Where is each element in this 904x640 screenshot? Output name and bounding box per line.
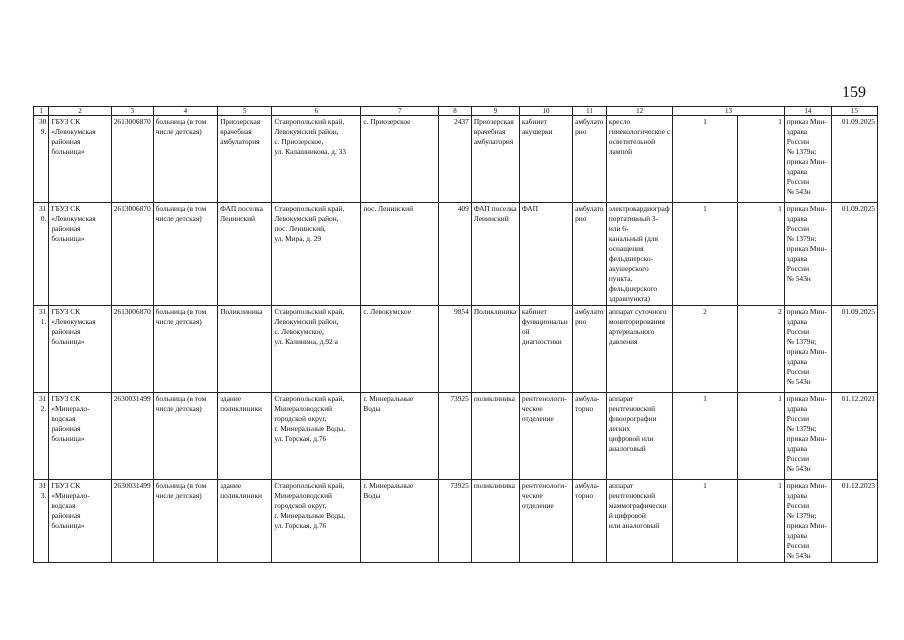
- unit-address: Ставропольский край, Левокумский район, пос. Ленинский, ул. Мира, д. 29: [272, 203, 361, 306]
- organization-inn: 2613006870: [111, 306, 153, 393]
- regulatory-basis: приказ Мин- здрава России № 1379н; приказ Мин- здрава России № 543н: [784, 480, 831, 563]
- organization-name: ГБУЗ СК «Левокумская районная больница»: [49, 116, 111, 203]
- care-conditions: амбула- торно: [573, 480, 607, 563]
- organization-type: больница (в том числе детская): [153, 116, 217, 203]
- column-number-10: 10: [519, 107, 572, 116]
- department-name: рентгенологи- ческое отделение: [519, 393, 572, 480]
- unit-address: Ставропольский край, Минераловодский городской округ, г. Минеральные Воды, ул. Горская, д.76: [272, 480, 361, 563]
- organization-name: ГБУЗ СК «Левокумская районная больница»: [49, 306, 111, 393]
- population-count: 73925: [439, 393, 472, 480]
- table-row: [34, 306, 878, 393]
- department-name: кабинет функциональн ой диагностики: [519, 306, 572, 393]
- column-number-4: 4: [153, 107, 217, 116]
- quantity-required: 1: [673, 203, 737, 306]
- row-number: 309.: [34, 116, 49, 203]
- organization-inn: 2630031499: [111, 393, 153, 480]
- regulatory-basis: приказ Мин- здрава России № 1379н; приказ Мин- здрава России № 543н: [784, 393, 831, 480]
- column-number-2: 2: [49, 107, 111, 116]
- quantity-required: 1: [673, 116, 737, 203]
- organization-inn: 2630031499: [111, 480, 153, 563]
- delivery-date: 01.12.2023: [831, 480, 877, 563]
- equipment-name: аппарат суточного мониторирования артериального давления: [606, 306, 672, 393]
- settlement-name: с. Приозерское: [361, 116, 439, 203]
- column-number-1: 1: [34, 107, 49, 116]
- delivery-date: 01.12.2021: [831, 393, 877, 480]
- table-row: [34, 393, 878, 480]
- equipment-name: электрокардиограф портативный 3- или 6- канальный (для оснащения фельдшерско-акушерского пункта, фельдшерского здравпункта): [606, 203, 672, 306]
- settlement-name: с. Левокумское: [361, 306, 439, 393]
- organization-inn: 2613006870: [111, 203, 153, 306]
- column-number-13: 13: [673, 107, 784, 116]
- department-name: рентгенологи- ческое отделение: [519, 480, 572, 563]
- structural-unit: Поликлиника: [218, 306, 272, 393]
- column-number-3: 3: [111, 107, 153, 116]
- column-number-8: 8: [439, 107, 472, 116]
- row-number: 310.: [34, 203, 49, 306]
- organization-type: больница (в том числе детская): [153, 306, 217, 393]
- column-number-12: 12: [606, 107, 672, 116]
- equipment-name: кресло гинекологическое с осветительной лампой: [606, 116, 672, 203]
- department-name: кабинет акушерки: [519, 116, 572, 203]
- organization-inn: 2613006870: [111, 116, 153, 203]
- column-number-15: 15: [831, 107, 877, 116]
- care-conditions: амбула- торно: [573, 393, 607, 480]
- page-number: 159: [842, 84, 866, 101]
- column-number-9: 9: [471, 107, 519, 116]
- settlement-name: пос. Ленинский: [361, 203, 439, 306]
- quantity-required: 2: [673, 306, 737, 393]
- quantity-planned: 1: [737, 203, 784, 306]
- regulatory-basis: приказ Мин- здрава России № 1379н; приказ Мин- здрава России № 543н: [784, 203, 831, 306]
- row-number: 311.: [34, 306, 49, 393]
- unit-address: Ставропольский край, Левокумский район, с. Приозерское, ул. Калашникова, д. 33: [272, 116, 361, 203]
- column-number-7: 7: [361, 107, 439, 116]
- quantity-planned: 1: [737, 116, 784, 203]
- table-row: [34, 480, 878, 563]
- delivery-date: 01.09.2025: [831, 116, 877, 203]
- care-conditions: амбулато рно: [573, 116, 607, 203]
- quantity-planned: 2: [737, 306, 784, 393]
- column-number-row: [34, 107, 878, 116]
- population-count: 409: [439, 203, 472, 306]
- equipment-table: [33, 106, 878, 563]
- quantity-required: 1: [673, 480, 737, 563]
- subdivision-name: поликлиника: [471, 393, 519, 480]
- care-conditions: амбулато рно: [573, 306, 607, 393]
- quantity-planned: 1: [737, 480, 784, 563]
- structural-unit: Приозерская врачебная амбулатория: [218, 116, 272, 203]
- organization-name: ГБУЗ СК «Минерало- водская районная больница»: [49, 480, 111, 563]
- subdivision-name: Приозерская врачебная амбулатория: [471, 116, 519, 203]
- unit-address: Ставропольский край, Левокумский район, с. Левокумское, ул. Калинина, д.92 а: [272, 306, 361, 393]
- care-conditions: амбулато рно: [573, 203, 607, 306]
- column-number-6: 6: [272, 107, 361, 116]
- population-count: 9854: [439, 306, 472, 393]
- quantity-planned: 1: [737, 393, 784, 480]
- population-count: 73925: [439, 480, 472, 563]
- equipment-name: аппарат рентгеновский маммографический цифровой или аналоговый: [606, 480, 672, 563]
- equipment-name: аппарат рентгеновский флюорографии легких цифровой или аналоговый: [606, 393, 672, 480]
- population-count: 2437: [439, 116, 472, 203]
- organization-type: больница (в том числе детская): [153, 480, 217, 563]
- column-number-11: 11: [573, 107, 607, 116]
- subdivision-name: ФАП поселка Ленинский: [471, 203, 519, 306]
- settlement-name: г. Минеральные Воды: [361, 480, 439, 563]
- structural-unit: здание поликлиники: [218, 393, 272, 480]
- department-name: ФАП: [519, 203, 572, 306]
- table-row: [34, 116, 878, 203]
- delivery-date: 01.09.2025: [831, 306, 877, 393]
- organization-type: больница (в том числе детская): [153, 203, 217, 306]
- regulatory-basis: приказ Мин- здрава России № 1379н; приказ Мин- здрава России № 543н: [784, 306, 831, 393]
- organization-name: ГБУЗ СК «Минерало- водская районная больница»: [49, 393, 111, 480]
- column-number-14: 14: [784, 107, 831, 116]
- unit-address: Ставропольский край, Минераловодский городской округ, г. Минеральные Воды, ул. Горская, д.76: [272, 393, 361, 480]
- subdivision-name: поликлиника: [471, 480, 519, 563]
- quantity-required: 1: [673, 393, 737, 480]
- structural-unit: здание поликлиники: [218, 480, 272, 563]
- row-number: 312.: [34, 393, 49, 480]
- organization-type: больница (в том числе детская): [153, 393, 217, 480]
- organization-name: ГБУЗ СК «Левокумская районная больница»: [49, 203, 111, 306]
- subdivision-name: Поликлиника: [471, 306, 519, 393]
- column-number-5: 5: [218, 107, 272, 116]
- table-row: [34, 203, 878, 306]
- regulatory-basis: приказ Мин- здрава России № 1379н; приказ Мин- здрава России № 543н: [784, 116, 831, 203]
- structural-unit: ФАП поселка Ленинский: [218, 203, 272, 306]
- settlement-name: г. Минеральные Воды: [361, 393, 439, 480]
- row-number: 313.: [34, 480, 49, 563]
- delivery-date: 01.09.2025: [831, 203, 877, 306]
